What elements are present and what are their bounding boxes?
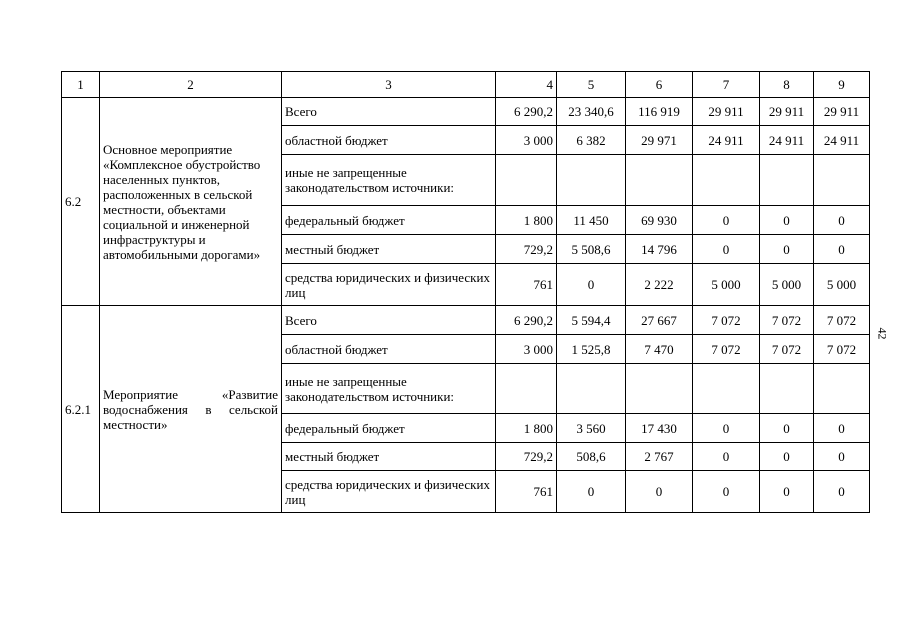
value-cell: 7 072: [760, 335, 814, 364]
funding-source-label: средства юридических и физических лиц: [282, 471, 496, 513]
value-cell: 7 072: [693, 335, 760, 364]
header-cell: 2: [100, 72, 282, 98]
value-cell: [626, 364, 693, 414]
header-cell: 5: [557, 72, 626, 98]
value-cell: 0: [760, 206, 814, 235]
value-cell: [626, 155, 693, 206]
value-cell: 1 525,8: [557, 335, 626, 364]
budget-table: [61, 71, 870, 513]
value-cell: 17 430: [626, 414, 693, 443]
value-cell: 0: [693, 471, 760, 513]
value-cell: 69 930: [626, 206, 693, 235]
value-cell: [760, 364, 814, 414]
header-cell: 6: [626, 72, 693, 98]
value-cell: [496, 155, 557, 206]
value-cell: 0: [760, 471, 814, 513]
value-cell: 0: [760, 414, 814, 443]
value-cell: [557, 155, 626, 206]
value-cell: 24 911: [760, 126, 814, 155]
funding-source-label: областной бюджет: [282, 335, 496, 364]
value-cell: [814, 155, 870, 206]
value-cell: 0: [626, 471, 693, 513]
value-cell: 3 000: [496, 335, 557, 364]
value-cell: 2 222: [626, 264, 693, 306]
funding-source-label: иные не запрещенные законодательством источники:: [282, 364, 496, 414]
value-cell: 7 072: [693, 306, 760, 335]
value-cell: [760, 155, 814, 206]
value-cell: 7 470: [626, 335, 693, 364]
value-cell: 24 911: [693, 126, 760, 155]
value-cell: 3 000: [496, 126, 557, 155]
value-cell: 6 290,2: [496, 98, 557, 126]
header-cell: 7: [693, 72, 760, 98]
value-cell: [557, 364, 626, 414]
value-cell: 0: [814, 206, 870, 235]
value-cell: 7 072: [814, 335, 870, 364]
value-cell: 5 000: [814, 264, 870, 306]
value-cell: 761: [496, 471, 557, 513]
funding-source-label: Всего: [282, 98, 496, 126]
value-cell: 729,2: [496, 235, 557, 264]
value-cell: 29 911: [760, 98, 814, 126]
header-cell: 1: [62, 72, 100, 98]
activity-title: Мероприятие «Развитие водоснабжения в сельской местности»: [100, 306, 282, 513]
page-number: 42: [875, 327, 890, 340]
value-cell: 11 450: [557, 206, 626, 235]
value-cell: 1 800: [496, 206, 557, 235]
value-cell: 5 508,6: [557, 235, 626, 264]
value-cell: 729,2: [496, 443, 557, 471]
value-cell: 0: [693, 414, 760, 443]
value-cell: 6 382: [557, 126, 626, 155]
funding-source-label: Всего: [282, 306, 496, 335]
funding-source-label: местный бюджет: [282, 235, 496, 264]
funding-source-label: местный бюджет: [282, 443, 496, 471]
header-cell: 3: [282, 72, 496, 98]
value-cell: 29 911: [693, 98, 760, 126]
header-cell: 4: [496, 72, 557, 98]
table-row: [62, 306, 870, 335]
row-index: 6.2.1: [62, 306, 100, 513]
value-cell: 29 911: [814, 98, 870, 126]
value-cell: 0: [693, 206, 760, 235]
value-cell: [496, 364, 557, 414]
header-cell: 9: [814, 72, 870, 98]
value-cell: 7 072: [760, 306, 814, 335]
value-cell: 116 919: [626, 98, 693, 126]
value-cell: 0: [693, 235, 760, 264]
value-cell: 0: [557, 471, 626, 513]
value-cell: 0: [760, 443, 814, 471]
activity-title: Основное мероприятие «Комплексное обустройство населенных пунктов, расположенных в сельской местности, объектами социальной и инженерной инфраструктуры и автомобильными дорогами»: [100, 98, 282, 306]
value-cell: 0: [693, 443, 760, 471]
value-cell: 5 000: [693, 264, 760, 306]
value-cell: 0: [557, 264, 626, 306]
table-row: [62, 98, 870, 126]
value-cell: 24 911: [814, 126, 870, 155]
value-cell: 3 560: [557, 414, 626, 443]
value-cell: 29 971: [626, 126, 693, 155]
value-cell: 23 340,6: [557, 98, 626, 126]
funding-source-label: федеральный бюджет: [282, 414, 496, 443]
value-cell: 0: [814, 414, 870, 443]
value-cell: 5 594,4: [557, 306, 626, 335]
value-cell: 27 667: [626, 306, 693, 335]
value-cell: [693, 155, 760, 206]
funding-source-label: иные не запрещенные законодательством источники:: [282, 155, 496, 206]
value-cell: 7 072: [814, 306, 870, 335]
table-body: [62, 72, 870, 513]
header-row: [62, 72, 870, 98]
header-cell: 8: [760, 72, 814, 98]
funding-source-label: областной бюджет: [282, 126, 496, 155]
value-cell: 5 000: [760, 264, 814, 306]
value-cell: 6 290,2: [496, 306, 557, 335]
value-cell: 0: [760, 235, 814, 264]
value-cell: 14 796: [626, 235, 693, 264]
value-cell: 508,6: [557, 443, 626, 471]
funding-source-label: средства юридических и физических лиц: [282, 264, 496, 306]
value-cell: 761: [496, 264, 557, 306]
value-cell: 0: [814, 235, 870, 264]
value-cell: [814, 364, 870, 414]
value-cell: 1 800: [496, 414, 557, 443]
row-index: 6.2: [62, 98, 100, 306]
value-cell: 2 767: [626, 443, 693, 471]
value-cell: 0: [814, 443, 870, 471]
funding-source-label: федеральный бюджет: [282, 206, 496, 235]
value-cell: [693, 364, 760, 414]
value-cell: 0: [814, 471, 870, 513]
